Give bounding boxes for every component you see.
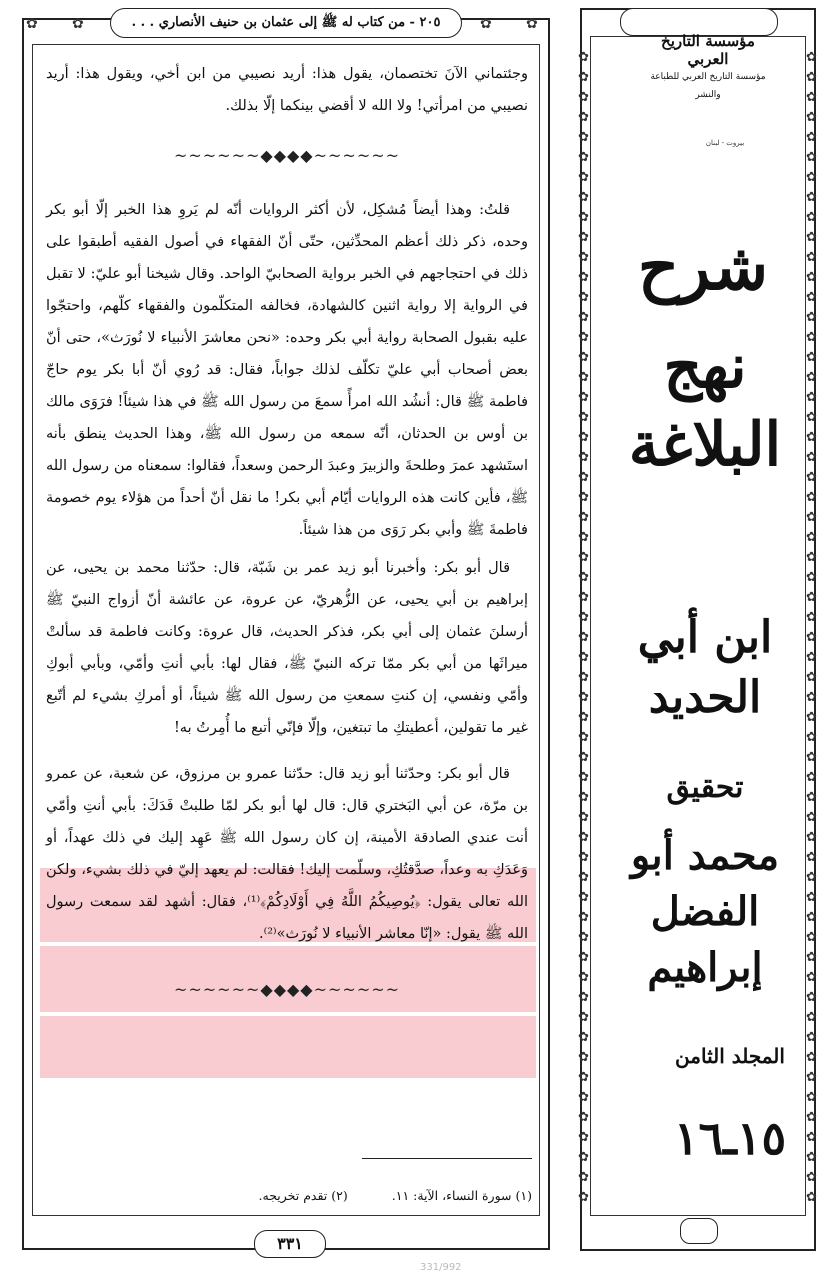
- footnote: (٢) تقدم تخريجه.: [258, 1188, 348, 1203]
- border-ornament-icon: ✿ ✿ ✿ ✿ ✿ ✿ ✿ ✿ ✿ ✿ ✿ ✿ ✿ ✿ ✿ ✿ ✿ ✿ ✿ ✿ ✿ ✿ ✿ ✿ ✿ ✿ ✿ ✿ ✿ ✿ ✿ ✿ ✿ ✿ ✿ ✿ ✿ ✿ ✿ ✿ ✿ ✿ ✿ ✿ ✿ ✿ ✿ ✿ ✿ ✿ ✿ ✿ ✿ ✿ ✿ ✿ ✿ ✿: [806, 50, 817, 1205]
- paragraph: قال أبو بكر: وحدّثنا أبو زيد قال: حدّثنا عمرو بن مرزوق، عن شعبة، عن عمرو بن مرّة، عن أبي البَختري قال: قال لها أبو بكر لمّا طلبتْ فَدَكَ: بأبي أنتِ وأمّي أنت عندي الصادقة الأمينة، إن كان رسول الله ﷺ عَهِد إليك في ذلك عهداً، أو وَعَدَكِ به وعداً، صدَّقتُكِ، وسلّمت إليك! فقالت: لم يعهد إليّ في ذلك بشيء، ولكن الله تعالى يقول: ﴿يُوصِيكُمُ اللَّهُ فِي أَوْلَادِكُمْ﴾⁽¹⁾، فقال: أشهد لقد سمعت رسول الله ﷺ يقول: «إنّا معاشر الأنبياء لا نُورَث»⁽²⁾.: [46, 766, 528, 942]
- author-name: ابن أبي الحديد: [637, 612, 773, 723]
- corner-ornament-icon: ✿: [72, 16, 84, 32]
- paragraph: وجئتماني الآنَ تختصمان، يقول هذا: أريد نصيبي من ابن أخي، ويقول هذا: أريد نصيبي من امرأتي! ولا الله لا أقضي بينكما إلّا بذلك.: [46, 66, 528, 114]
- footnote-rule: [362, 1158, 532, 1159]
- paragraph: قال أبو بكر: وأخبرنا أبو زيد عمر بن شَبّة، قال: حدّثنا محمد بن يحيى، عن إبراهيم بن أبي يحيى، عن الزُّهريّ، عن عروة، عن عائشة أنّ أزواج النبيّ ﷺ أرسلنَ عثمان إلى أبي بكر، فذكر الحديث، قال عروة: وكانت فاطمة قد سألتْ ميراثَها من أبي بكر ممّا تركه النبيّ ﷺ، فقال لها: بأبي أنتِ وأمّي، وبأبي أبوكِ وأمّي ونفسي، إن كنتِ سمعتِ من رسول الله ﷺ شيئاً، أو أمركِ بشيء لم أتّبع غير ما تقولين، أعطيتكِ ما تبتغين، وإلّا فإنّي أتبع ما أُمِرتُ به!: [46, 560, 528, 736]
- title-line-1: شرح: [637, 230, 769, 305]
- text-page: [22, 6, 552, 1268]
- separator-ornament: ~~~~~~◆◆◆◆~~~~~~: [173, 980, 401, 999]
- volume-label: المجلد الثامن: [675, 1044, 785, 1068]
- corner-ornament-icon: ✿: [480, 16, 492, 32]
- footnotes: [172, 1186, 532, 1206]
- title-line-2: نهج البلاغة: [628, 332, 782, 480]
- corner-ornament-icon: ✿: [526, 16, 538, 32]
- separator-ornament: ~~~~~~◆◆◆◆~~~~~~: [173, 146, 401, 165]
- corner-ornament-icon: ✿: [26, 16, 38, 32]
- editor-name: محمد أبو الفضل إبراهيم: [630, 832, 780, 991]
- publisher-address: بيروت - لبنان: [705, 139, 745, 147]
- footnote: (١) سورة النساء، الآية: ١١.: [391, 1188, 532, 1203]
- cover-bottom-cartouche: [680, 1218, 718, 1244]
- parts-label: ١٥ـ١٦: [673, 1111, 787, 1165]
- page-body: [46, 58, 528, 1006]
- pdf-page-indicator: 331/992: [420, 1262, 462, 1273]
- publisher-logo: مؤسسة التاريخ العربي مؤسسة التاريخ العربي للطباعة والنشر: [650, 32, 766, 100]
- border-ornament-icon: ✿ ✿ ✿ ✿ ✿ ✿ ✿ ✿ ✿ ✿ ✿ ✿ ✿ ✿ ✿ ✿ ✿ ✿ ✿ ✿ ✿ ✿ ✿ ✿ ✿ ✿ ✿ ✿ ✿ ✿ ✿ ✿ ✿ ✿ ✿ ✿ ✿ ✿ ✿ ✿ ✿ ✿ ✿ ✿ ✿ ✿ ✿ ✿ ✿ ✿ ✿ ✿ ✿ ✿ ✿ ✿ ✿ ✿: [578, 50, 589, 1205]
- cover-page: [580, 8, 818, 1253]
- running-header: ٢٠٥ - من كتاب له ﷺ إلى عثمان بن حنيف الأنصاري . . .: [110, 8, 462, 38]
- page-number: ٣٣١: [254, 1230, 326, 1258]
- tahqiq-label: تحقيق: [666, 770, 744, 805]
- highlight-band: [40, 1016, 536, 1078]
- paragraph: قلتُ: وهذا أيضاً مُشكِل، لأن أكثر الروايات أنّه لم يَروِ هذا الخبر إلّا أبو بكر وحده، ذكر ذلك أعظم المحدِّثين، حتّى أنّ الفقهاء في أصول الفقيه أطبقوا على ذلك في احتجاجهم في الخبر برواية الصحابيّ الواحد. وقال شيخنا أبو عليّ: لا تقبل في الرواية إلا رواية اثنين كالشهادة، فخالفه المتكلّمون والفقهاء كلّهم، واحتجّوا عليه بقبول الصحابة رواية أبي بكر وحده: «نحن معاشرَ الأنبياء لا نُورَث»، حتى أنّ بعض أصحاب أبي عليّ تكلّف لذلك جواباً، فقال: قد رُوي أنّ أبا بكر يوم حاجّ فاطمة ﷺ قال: أنشُد الله امرأً سمعَ من رسول الله ﷺ في هذا شيئاً! فرَوَى مالك بن أوس بن الحدثان، أنّه سمعه من رسول الله ﷺ، وهذا الحديث ينطق بأنه استَشهد عمرَ وطلحةَ والزبيرَ وعبدَ الرحمن وسعداً، فقالوا: سمعناه من رسول الله ﷺ، فأين كانت هذه الروايات أيّام أبي بكر! ما نقل أنّ أحداً من هؤلاء يوم خصومة فاطمةَ ﷺ وأبي بكر رَوَى من هذا شيئاً.: [46, 202, 528, 538]
